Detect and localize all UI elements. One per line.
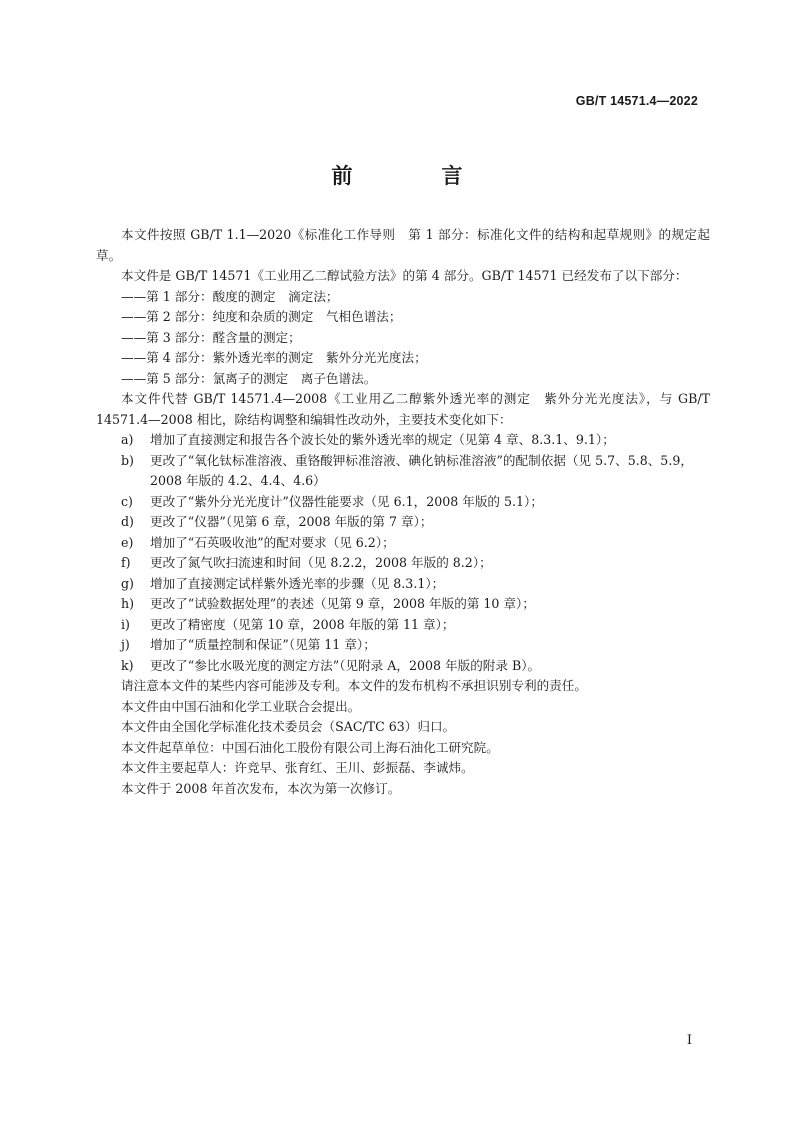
responsible-committee: 本文件由全国化学标准化技术委员会（SAC/TC 63）归口。 (121, 719, 456, 734)
list-marker: f) (121, 555, 131, 570)
part-list-item: ——第 5 部分：氯离子的测定 离子色谱法。 (121, 370, 377, 386)
change-item (96, 615, 710, 636)
change-text: 增加了“石英吸收池”的配对要求（见 6.2）； (150, 534, 395, 550)
proposer-statement: 本文件由中国石油和化学工业联合会提出。 (121, 698, 361, 714)
drafters: 本文件主要起草人：许竞早、张育红、王川、彭振磊、李诚炜。 (121, 760, 474, 775)
document-code: GB/T 14571.4—2022 (575, 94, 698, 108)
page-number: I (686, 1033, 692, 1048)
change-text: 更改了“紫外分光光度计”仪器性能要求（见 6.1，2008 年版的 5.1）； (150, 493, 543, 509)
part-list-item: ——第 2 部分：纯度和杂质的测定 气相色谱法； (121, 309, 402, 324)
change-text: 更改了“试验数据处理”的表述（见第 9 章，2008 年版的第 10 章）； (150, 596, 535, 611)
list-marker: d) (121, 514, 134, 529)
list-marker: g) (121, 575, 134, 591)
replaces-paragraph: 本文件代替 GB/T 14571.4—2008《工业用乙二醇紫外透光率的测定 紫外分光光度法》，与 GB/T 14571.4—2008 相比，除结构调整和编辑性改动外，主要技术变化如下： (96, 391, 710, 427)
change-item (96, 594, 710, 615)
change-item (96, 635, 710, 656)
list-marker: h) (121, 596, 135, 611)
list-marker: a) (121, 432, 134, 447)
patent-notice: 请注意本文件的某些内容可能涉及专利。本文件的发布机构不承担识别专利的责任。 (121, 678, 587, 693)
change-text: 更改了“参比水吸光度的测定方法”（见附录 A，2008 年版的附录 B）。 (150, 657, 541, 673)
list-marker: e) (121, 534, 134, 550)
change-item (96, 656, 710, 677)
drafting-organization: 本文件起草单位：中国石油化工股份有限公司上海石油化工研究院。 (121, 739, 499, 755)
intro-paragraph: 本文件是 GB/T 14571《工业用乙二醇试验方法》的第 4 部分。GB/T 14571 已经发布了以下部分： (121, 268, 688, 283)
list-marker: i) (121, 616, 130, 632)
publication-history: 本文件于 2008 年首次发布，本次为第一次修订。 (121, 780, 401, 796)
change-text: 更改了氮气吹扫流速和时间（见 8.2.2，2008 年版的 8.2）； (150, 555, 492, 570)
part-list-item: ——第 4 部分：紫外透光率的测定 紫外分光光度法； (121, 350, 427, 365)
foreword-body (96, 225, 710, 799)
page-title: 前 言 (331, 164, 497, 188)
list-marker: j) (121, 637, 130, 652)
change-item (96, 574, 710, 595)
change-text: 更改了“氧化钛标准溶液、重铬酸钾标准溶液、碘化钠标准溶液”的配制依据（见 5.7、5.8、5.9，2008 年版的 4.2、4.4、4.6） (150, 452, 693, 488)
change-text: 更改了精密度（见第 10 章，2008 年版的第 11 章）； (150, 616, 455, 632)
list-marker: b) (121, 452, 134, 468)
change-text: 增加了“质量控制和保证”（见第 11 章）； (150, 637, 376, 652)
change-item (96, 451, 710, 492)
change-text: 更改了“仪器”（见第 6 章，2008 年版的第 7 章）； (150, 514, 433, 529)
change-item (96, 492, 710, 513)
change-item (96, 430, 710, 451)
list-marker: c) (121, 493, 133, 509)
change-item (96, 533, 710, 554)
list-marker: k) (121, 657, 134, 673)
change-item (96, 553, 710, 574)
change-item (96, 512, 710, 533)
technical-changes-list (96, 430, 710, 676)
part-list-item: ——第 1 部分：酸度的测定 滴定法； (121, 288, 339, 304)
part-list-item: ——第 3 部分：醛含量的测定； (121, 329, 301, 345)
intro-paragraph: 本文件按照 GB/T 1.1—2020《标准化工作导则 第 1 部分：标准化文件的结构和起草规则》的规定起草。 (96, 227, 710, 263)
change-text: 增加了直接测定试样紫外透光率的步骤（见 8.3.1）； (150, 575, 445, 591)
change-text: 增加了直接测定和报告各个波长处的紫外透光率的规定（见第 4 章、8.3.1、9.1）； (150, 432, 615, 447)
